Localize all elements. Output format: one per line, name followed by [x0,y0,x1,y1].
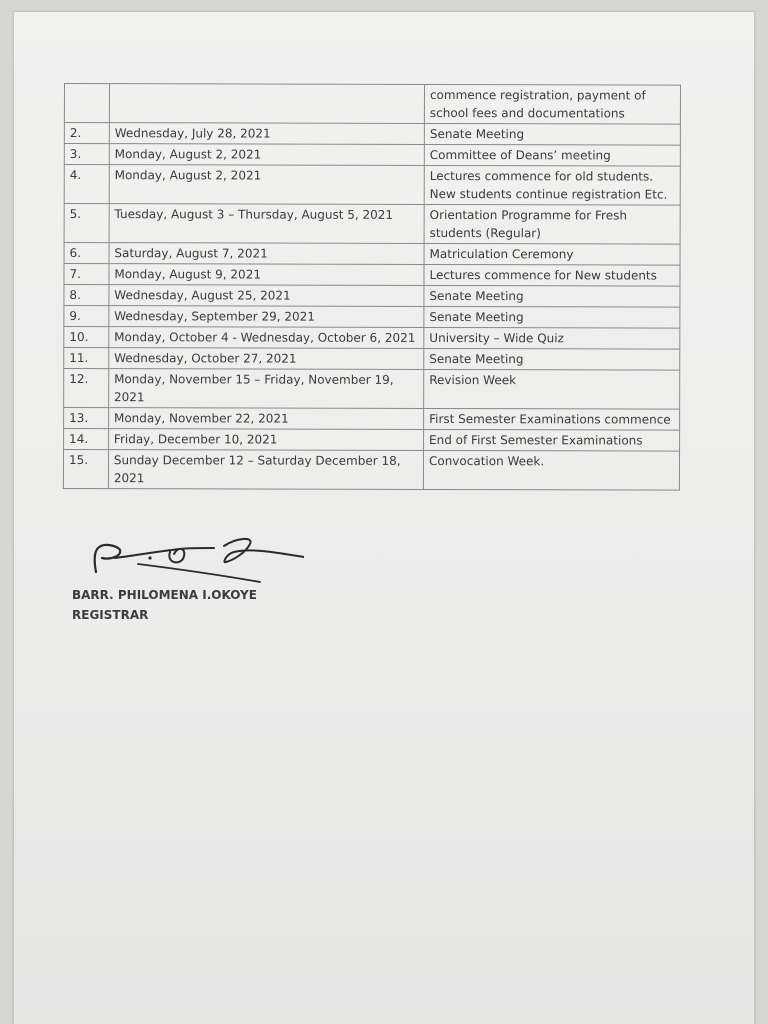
signatory-name: BARR. PHILOMENA I.OKOYE [72,588,257,602]
table-row [64,306,680,329]
academic-calendar-table [63,83,681,491]
table-row [64,165,680,206]
row-event-cell: University – Wide Quiz [424,327,680,349]
row-date-cell: Tuesday, August 3 – Thursday, August 5, 2021 [109,204,424,244]
row-number-cell: 12. [64,369,109,408]
row-event-cell: Senate Meeting [424,348,680,370]
row-event-cell: Committee of Deans’ meeting [424,144,680,166]
row-date-cell: Friday, December 10, 2021 [108,429,423,451]
table-row [64,408,680,431]
row-number-cell: 14. [64,429,109,450]
row-date-cell: Saturday, August 7, 2021 [109,243,424,265]
row-event-cell: Revision Week [424,369,680,409]
table-row [64,204,680,245]
row-number-cell [64,84,109,123]
row-number-cell: 5. [64,204,109,243]
row-number-cell: 11. [64,348,109,369]
table-row [64,144,680,167]
table-row [64,84,680,125]
row-number-cell: 10. [64,327,109,348]
registrar-signature [74,528,304,588]
row-number-cell: 7. [64,264,109,285]
table-row [64,243,680,266]
table-row [64,369,680,410]
row-event-cell: First Semester Examinations commence [424,408,680,430]
row-number-cell: 13. [64,408,109,429]
table-row [64,123,680,146]
row-number-cell: 9. [64,306,109,327]
row-date-cell [109,84,424,124]
row-date-cell: Monday, November 15 – Friday, November 19, 2021 [109,369,424,409]
row-date-cell: Monday, November 22, 2021 [108,408,423,430]
table-row [64,285,680,308]
table-row [64,348,680,371]
row-event-cell: Convocation Week. [423,450,679,490]
row-event-cell: Senate Meeting [424,306,680,328]
row-date-cell: Monday, August 9, 2021 [109,264,424,286]
table-row [64,327,680,350]
signatory-title: REGISTRAR [72,608,149,622]
row-number-cell: 2. [64,123,109,144]
row-number-cell: 8. [64,285,109,306]
table-row [64,429,680,452]
table-row [64,264,680,287]
row-date-cell: Monday, August 2, 2021 [109,144,424,166]
row-date-cell: Sunday December 12 – Saturday December 18, 2021 [108,450,423,490]
row-number-cell: 3. [64,144,109,165]
row-event-cell: Matriculation Ceremony [424,243,680,265]
row-date-cell: Wednesday, September 29, 2021 [109,306,424,328]
row-date-cell: Wednesday, October 27, 2021 [109,348,424,370]
row-event-cell: Lectures commence for old students. New students continue registration Etc. [424,165,680,205]
row-date-cell: Monday, October 4 - Wednesday, October 6, 2021 [109,327,424,349]
row-event-cell: commence registration, payment of school fees and documentations [424,84,680,124]
row-date-cell: Wednesday, August 25, 2021 [109,285,424,307]
row-number-cell: 4. [64,165,109,204]
row-number-cell: 6. [64,243,109,264]
row-number-cell: 15. [63,450,108,489]
row-event-cell: Senate Meeting [424,285,680,307]
row-event-cell: Orientation Programme for Fresh students (Regular) [424,204,680,244]
row-date-cell: Wednesday, July 28, 2021 [109,123,424,145]
calendar-table-body [63,84,680,491]
row-event-cell: Lectures commence for New students [424,264,680,286]
row-event-cell: End of First Semester Examinations [424,429,680,451]
row-date-cell: Monday, August 2, 2021 [109,165,424,205]
row-event-cell: Senate Meeting [424,123,680,145]
table-row [63,450,679,491]
